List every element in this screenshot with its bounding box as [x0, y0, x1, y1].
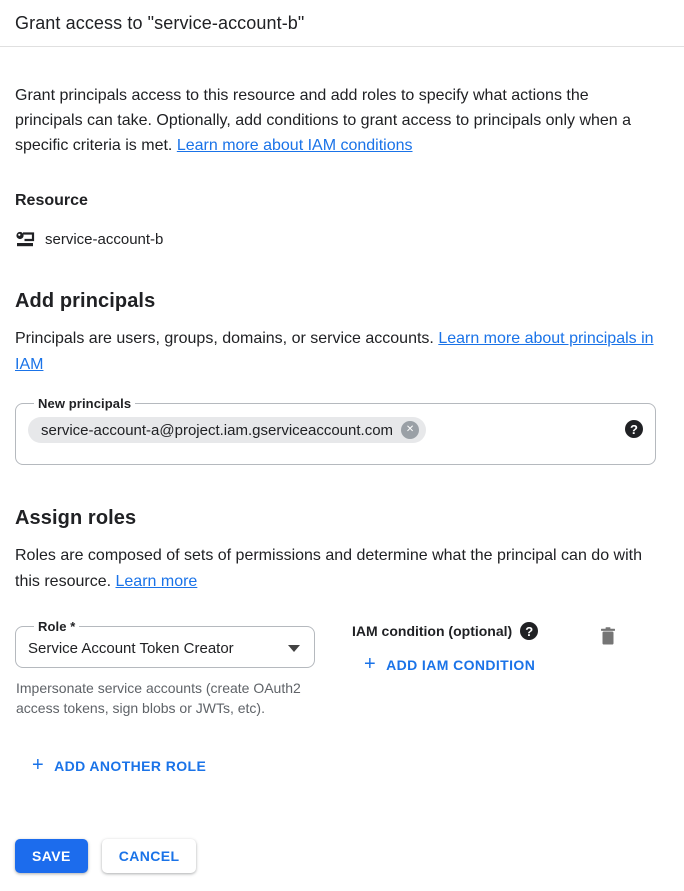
plus-icon [364, 654, 376, 674]
delete-role-button[interactable] [600, 627, 616, 649]
intro-text: Grant principals access to this resource and add roles to specify what actions the principals can take. Optionally, add conditions to grant access to principals only when a specific criteria is met. [15, 87, 632, 154]
assign-roles-description [15, 543, 656, 595]
role-column [15, 619, 315, 718]
role-row [15, 619, 656, 718]
principals-help-icon[interactable] [625, 420, 643, 438]
dialog-actions [15, 839, 196, 873]
cancel-button[interactable]: CANCEL [102, 839, 197, 873]
iam-condition-column [352, 619, 600, 676]
principals-learn-more-link[interactable]: Learn more about principals in IAM [15, 330, 654, 373]
resource-name: service-account-b [45, 230, 164, 248]
plus-icon [32, 755, 44, 775]
new-principals-label: New principals [38, 396, 132, 411]
add-another-role-button[interactable] [32, 756, 206, 776]
add-iam-condition-button[interactable] [364, 655, 535, 675]
dialog-header [15, 0, 656, 46]
chip-remove-icon[interactable] [401, 421, 419, 439]
role-helper-text: Impersonate service accounts (create OAuth2 access tokens, sign blobs or JWTs, etc). [16, 680, 301, 716]
assign-roles-heading: Assign roles [15, 507, 137, 529]
chevron-down-icon [288, 645, 300, 652]
role-label: Role * [38, 619, 76, 634]
intro-paragraph [15, 83, 656, 158]
add-iam-condition-label: ADD IAM CONDITION [386, 657, 536, 673]
save-button[interactable]: SAVE [15, 839, 88, 873]
iam-condition-label: IAM condition (optional) [352, 623, 513, 639]
dialog-title: Grant access to "service-account-b" [15, 13, 305, 33]
role-select[interactable] [15, 619, 315, 668]
add-principals-description [15, 326, 656, 378]
add-principals-heading: Add principals [15, 290, 156, 312]
principal-chip[interactable] [28, 417, 426, 443]
role-selected-value: Service Account Token Creator [28, 640, 234, 657]
resource-row [15, 230, 656, 248]
iam-condition-help-icon[interactable] [520, 622, 538, 640]
header-divider [0, 46, 684, 47]
roles-learn-more-link[interactable]: Learn more [115, 573, 198, 590]
trash-icon [600, 627, 616, 646]
principal-chip-value: service-account-a@project.iam.gserviceaccount.com [41, 421, 394, 439]
resource-heading: Resource [15, 192, 88, 209]
add-another-role-label: ADD ANOTHER ROLE [54, 758, 207, 774]
new-principals-field[interactable] [15, 396, 656, 465]
roles-desc-text: Roles are composed of sets of permissions and determine what the principal can do with this resource. [15, 547, 642, 590]
principals-desc-text: Principals are users, groups, domains, or service accounts. [15, 330, 434, 347]
service-account-icon [15, 230, 36, 248]
iam-conditions-link[interactable]: Learn more about IAM conditions [176, 137, 413, 154]
